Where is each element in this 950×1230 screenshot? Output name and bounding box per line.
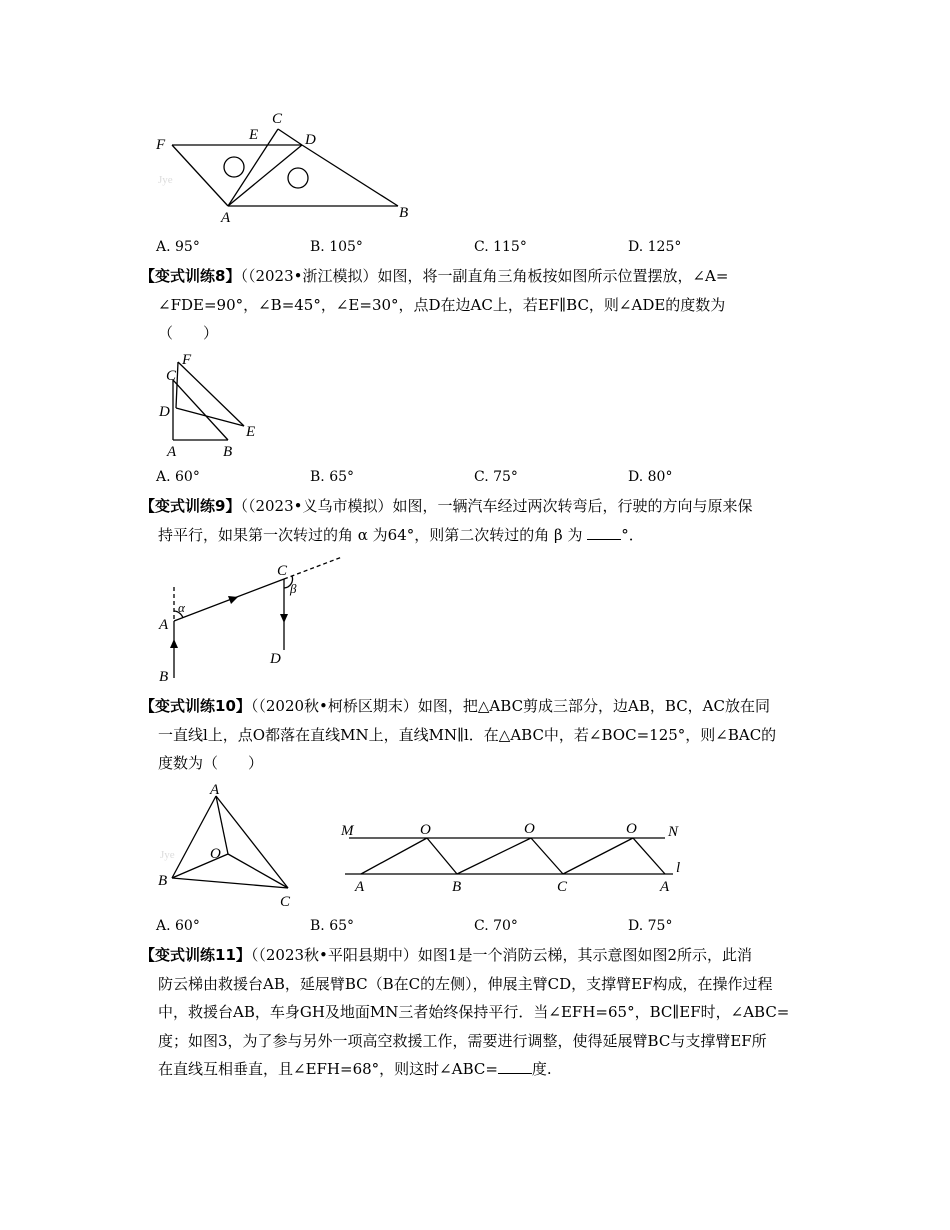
question-tag: 【变式训练10】 xyxy=(140,697,251,715)
question-8 xyxy=(140,262,830,348)
option-d[interactable]: D. 80° xyxy=(628,469,673,485)
triangle-hole-left xyxy=(224,157,244,177)
segment-cd xyxy=(278,129,302,145)
segment-co xyxy=(228,854,288,888)
question-text: 度. xyxy=(531,1060,552,1078)
label-d: D xyxy=(305,132,316,148)
label-e: E xyxy=(249,127,259,143)
question-text: 在直线互相垂直，且∠EFH=68°，则这时∠ABC= xyxy=(158,1060,498,1078)
question-text: ∠FDE=90°，∠B=45°，∠E=30°，点D在边AC上，若EF∥BC，则∠ADE的度数为 xyxy=(158,295,726,314)
q8-options xyxy=(156,469,716,491)
path-ac xyxy=(174,579,284,621)
label-c: C xyxy=(272,111,283,127)
label-o: O xyxy=(420,822,431,838)
question-text: （（2020秋•柯桥区期末）如图，把△ABC剪成三部分，边AB，BC，AC放在同 xyxy=(250,697,770,715)
label-o: O xyxy=(626,821,637,837)
segment-ao xyxy=(361,838,427,874)
arrow-down xyxy=(280,614,288,623)
answer-blank[interactable] xyxy=(498,1059,532,1074)
question-text: 防云梯由救援台AB，延展臂BC（B在C的左侧），伸展主臂CD，支撑臂EF构成，在操作过程 xyxy=(158,974,773,993)
question-text: 度数为（ ） xyxy=(158,754,264,772)
segment-oa xyxy=(633,838,665,874)
label-f: F xyxy=(182,352,192,368)
label-n: N xyxy=(668,824,679,840)
label-alpha: α xyxy=(178,600,185,615)
label-m: M xyxy=(341,823,354,839)
label-b: B xyxy=(223,444,233,460)
option-d[interactable]: D. 125° xyxy=(628,239,682,255)
label-c: C xyxy=(277,563,288,579)
option-d[interactable]: D. 75° xyxy=(628,918,673,934)
label-f: F xyxy=(156,137,166,153)
segment-oc xyxy=(531,838,563,874)
label-e: E xyxy=(246,424,256,440)
watermark: Jye xyxy=(158,174,173,186)
question-text: 持平行，如果第一次转过的角 α 为64°，则第二次转过的角 β 为 xyxy=(158,525,588,544)
figure-q7 xyxy=(150,108,430,230)
question-tag: 【变式训练8】 xyxy=(140,267,241,285)
label-a: A xyxy=(355,879,365,895)
option-c[interactable]: C. 115° xyxy=(474,239,527,255)
question-text: （（2023•浙江模拟）如图，将一副直角三角板按如图所示位置摆放，∠A= xyxy=(240,267,729,285)
figure-q8 xyxy=(152,350,272,460)
option-a[interactable]: A. 95° xyxy=(156,239,200,255)
segment-ob xyxy=(427,838,457,874)
label-d: D xyxy=(270,651,281,667)
option-c[interactable]: C. 70° xyxy=(474,918,518,934)
figure-q9 xyxy=(152,555,352,685)
option-a[interactable]: A. 60° xyxy=(156,918,200,934)
answer-blank[interactable] xyxy=(587,525,621,540)
label-b: B xyxy=(452,879,462,895)
segment-db xyxy=(302,145,398,206)
label-beta: β xyxy=(290,581,297,596)
label-c: C xyxy=(280,894,291,910)
segment-ab xyxy=(172,796,216,878)
q7-options xyxy=(156,239,716,261)
question-11 xyxy=(140,941,830,1084)
question-text: 度；如图3，为了参与另外一项高空救援工作，需要进行调整，使得延展臂BC与支撑臂EF所 xyxy=(158,1031,767,1050)
question-text: （（2023•义乌市模拟）如图，一辆汽车经过两次转弯后，行驶的方向与原来保 xyxy=(240,497,753,515)
segment-fa xyxy=(172,145,228,206)
label-b: B xyxy=(158,873,168,889)
segment-bo xyxy=(457,838,531,874)
segment-bc xyxy=(172,878,288,888)
question-tag: 【变式训练9】 xyxy=(140,497,241,515)
watermark: Jye xyxy=(160,849,175,861)
option-b[interactable]: B. 65° xyxy=(310,918,355,934)
label-l: l xyxy=(676,860,681,876)
segment-co xyxy=(563,838,633,874)
extension-line-c xyxy=(284,557,342,579)
option-c[interactable]: C. 75° xyxy=(474,469,518,485)
question-text: 一直线l上，点O都落在直线MN上，直线MN∥l．在△ABC中，若∠BOC=125°，则∠BAC的 xyxy=(158,725,777,744)
question-text: （ ） xyxy=(158,324,219,342)
label-o: O xyxy=(210,846,221,862)
label-a: A xyxy=(221,210,231,226)
label-c: C xyxy=(557,879,568,895)
label-a: A xyxy=(159,617,169,633)
arrow-right xyxy=(228,596,238,604)
label-a: A xyxy=(210,782,220,798)
q10-options xyxy=(156,918,716,940)
figure-q10-left xyxy=(152,778,302,912)
figure-q10-right xyxy=(335,812,690,898)
option-a[interactable]: A. 60° xyxy=(156,469,200,485)
question-tag: 【变式训练11】 xyxy=(140,946,251,964)
question-9 xyxy=(140,492,830,549)
label-a: A xyxy=(167,444,177,460)
segment-fe xyxy=(178,362,244,426)
question-text: 中，救援台AB，车身GH及地面MN三者始终保持平行．当∠EFH=65°，BC∥EF时，∠ABC= xyxy=(158,1003,790,1021)
segment-ac xyxy=(216,796,288,888)
label-d: D xyxy=(159,404,170,420)
question-text: °． xyxy=(621,525,644,544)
label-b: B xyxy=(159,669,169,685)
label-a: A xyxy=(660,879,670,895)
label-b: B xyxy=(399,205,409,221)
question-text: （（2023秋•平阳县期中）如图1是一个消防云梯，其示意图如图2所示，此消 xyxy=(250,946,752,964)
question-10 xyxy=(140,692,830,778)
option-b[interactable]: B. 105° xyxy=(310,239,363,255)
label-c: C xyxy=(166,368,177,384)
triangle-hole-right xyxy=(288,168,308,188)
arrow-up xyxy=(170,639,178,648)
label-o: O xyxy=(524,821,535,837)
option-b[interactable]: B. 65° xyxy=(310,469,355,485)
